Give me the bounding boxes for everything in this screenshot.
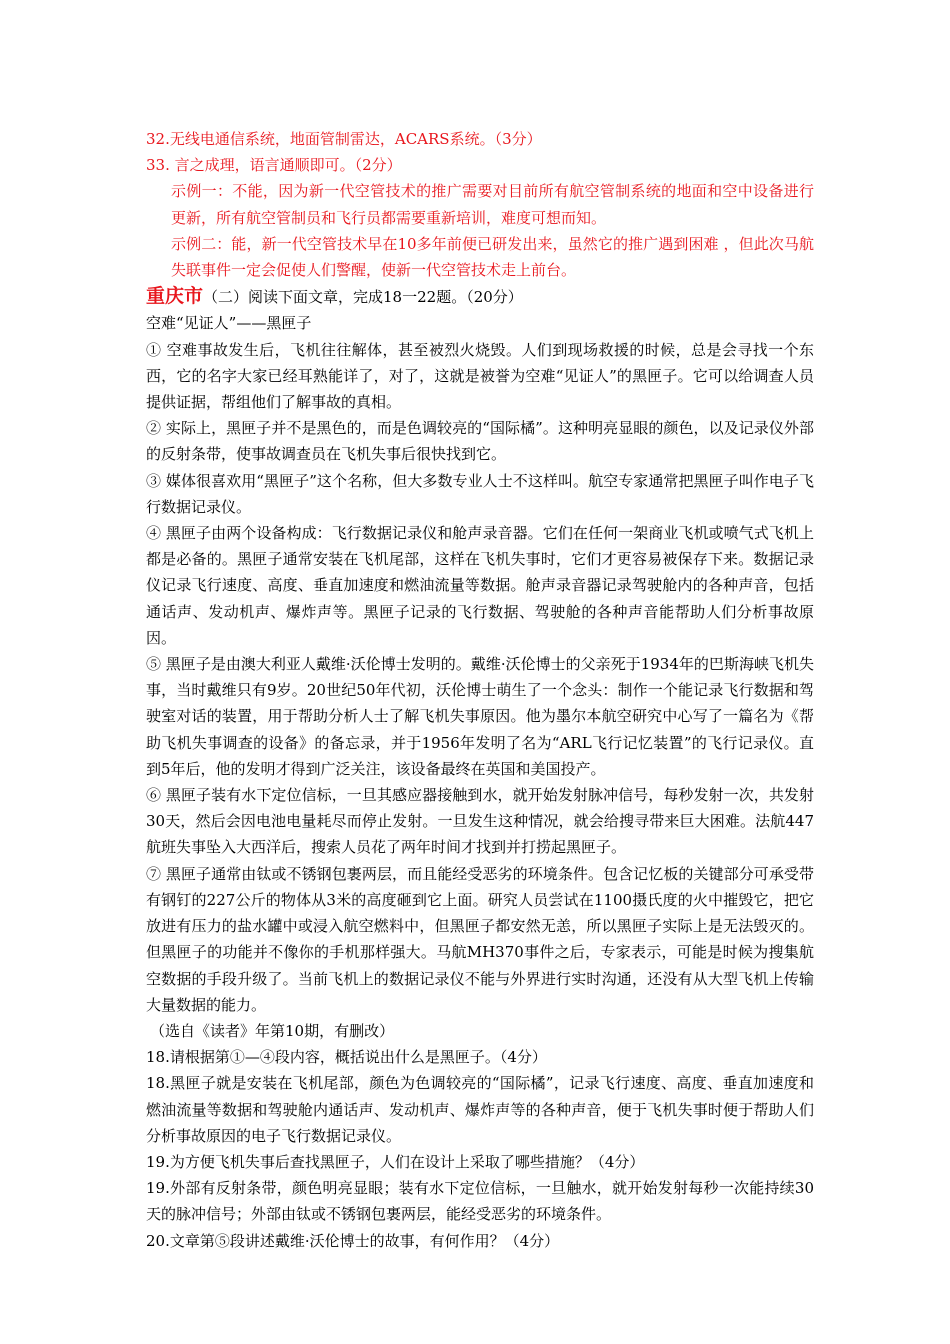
region-name: 重庆市 (146, 285, 204, 308)
answer-33-example-1: 示例一：不能，因为新一代空管技术的推广需要对目前所有航空管制系统的地面和空中设备进行更新，所有航空管制员和飞行员都需要重新培训，难度可想而知。 (171, 182, 814, 227)
question-20: 20.文章第⑤段讲述戴维·沃伦博士的故事，有何作用？（4分） (146, 1231, 560, 1250)
answer-19: 19.外部有反射条带，颜色明亮显眼；装有水下定位信标，一旦触水，就开始发射每秒一次能持续30天的脉冲信号；外部由钛或不锈钢包裹两层，能经受恶劣的环境条件。 (146, 1179, 814, 1224)
section-instruction: （二）阅读下面文章，完成18一22题。（20分） (203, 288, 523, 307)
paragraph-2: ② 实际上，黑匣子并不是黑色的，而是色调较亮的“国际橘”。这种明亮显眼的颜色，以及记录仪外部的反射条带，使事故调查员在飞机失事后很快找到它。 (146, 419, 814, 464)
paragraph-4: ④ 黑匣子由两个设备构成：飞行数据记录仪和舱声录音器。它们在任何一架商业飞机或喷气式飞机上都是必备的。黑匣子通常安装在飞机尾部，这样在飞机失事时，它们才更容易被保存下来。数据记录仪记录飞行速度、高度、垂直加速度和燃油流量等数据。舱声录音器记录驾驶舱内的各种声音，包括通话声、发动机声、爆炸声等。黑匣子记录的飞行数据、驾驶舱的各种声音能帮助人们分析事故原因。 (146, 524, 814, 647)
paragraph-1: ① 空难事故发生后，飞机往往解体，甚至被烈火烧毁。人们到现场救援的时候，总是会寻找一个东西，它的名字大家已经耳熟能详了，对了，这就是被誉为空难“见证人”的黑匣子。它可以给调查人员提供证据，帮组他们了解事故的真相。 (146, 340, 814, 412)
document-content (146, 126, 814, 1254)
paragraph-7: ⑦ 黑匣子通常由钛或不锈钢包裹两层，而且能经受恶劣的环境条件。包含记忆板的关键部分可承受带有钢钉的227公斤的物体从3米的高度砸到它上面。研究人员尝试在1100摄氏度的火中摧毁它，把它放进有压力的盐水罐中或浸入航空燃料中，但黑匣子都安然无恙，所以黑匣子实际上是无法毁灭的。但黑匣子的功能并不像你的手机那样强大。马航MH370事件之后，专家表示，可能是时候为搜集航空数据的手段升级了。当前飞机上的数据记录仪不能与外界进行实时沟通，还没有从大型飞机上传输大量数据的能力。 (146, 864, 814, 1014)
section-heading (146, 283, 814, 310)
paragraph-3: ③ 媒体很喜欢用“黑匣子”这个名称，但大多数专业人士不这样叫。航空专家通常把黑匣子叫作电子飞行数据记录仪。 (146, 471, 814, 516)
answer-18: 18.黑匣子就是安装在飞机尾部，颜色为色调较亮的“国际橘”，记录飞行速度、高度、垂直加速度和燃油流量等数据和驾驶舱内通话声、发动机声、爆炸声等的各种声音，便于飞机失事时便于帮助人们分析事故原因的电子飞行数据记录仪。 (146, 1074, 814, 1145)
paragraph-6: ⑥ 黑匣子装有水下定位信标，一旦其感应器接触到水，就开始发射脉冲信号，每秒发射一次，共发射30天，然后会因电池电量耗尽而停止发射。一旦发生这种情况，就会给搜寻带来巨大困难。法航447航班失事坠入大西洋后，搜索人员花了两年时间才找到并打捞起黑匣子。 (146, 786, 814, 857)
answer-33: 33. 言之成理，语言通顺即可。（2分） (146, 156, 402, 175)
answer-32: 32.无线电通信系统，地面管制雷达，ACARS系统。（3分） (146, 130, 542, 148)
question-19: 19.为方便飞机失事后查找黑匣子，人们在设计上采取了哪些措施？（4分） (146, 1152, 645, 1171)
answer-33-example-2: 示例二：能，新一代空管技术早在10多年前便已研发出来，虽然它的推广遇到困难 ，但此次马航失联事件一定会促使人们警醒，使新一代空管技术走上前台。 (171, 234, 814, 280)
question-18: 18.请根据第①—④段内容，概括说出什么是黑匣子。（4分） (146, 1048, 547, 1067)
paragraph-5: ⑤ 黑匣子是由澳大利亚人戴维·沃伦博士发明的。戴维·沃伦博士的父亲死于1934年的巴斯海峡飞机失事，当时戴维只有9岁。20世纪50年代初，沃伦博士萌生了一个念头：制作一个能记录飞行数据和驾驶室对话的装置，用于帮助分析人士了解飞机失事原因。他为墨尔本航空研究中心写了一篇名为《帮助飞机失事调查的设备》的备忘录，并于1956年发明了名为“ARL飞行记忆装置”的飞行记录仪。直到5年后，他的发明才得到广泛关注，该设备最终在英国和美国投产。 (146, 655, 814, 778)
article-title: 空难“见证人”——黑匣子 (146, 314, 312, 333)
article-source: （选自《读者》年第10期，有删改） (150, 1021, 395, 1040)
